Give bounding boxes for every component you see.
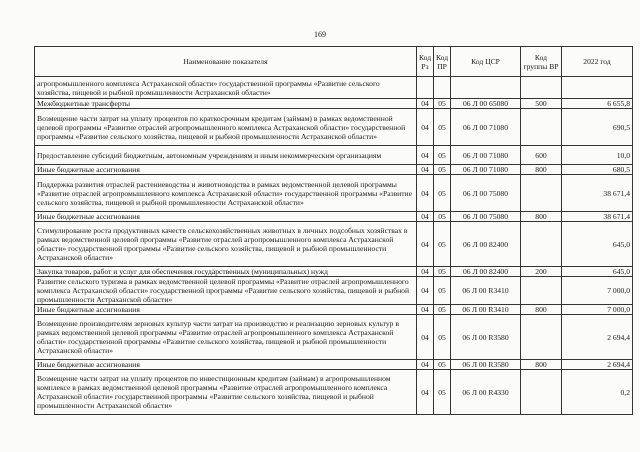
cell-csr: 06 Л 00 82400	[451, 222, 521, 267]
cell-rz: 04	[417, 165, 434, 175]
cell-value: 38 671,4	[562, 212, 633, 222]
cell-value: 2 694,4	[562, 360, 633, 370]
cell-name: Поддержка развития отраслей растениеводства и животноводства в рамках ведомственной целевой программы «Развитие отраслей агропромышленного комплекса Астраханской области» государственной программы «Развитие сельского хозяйства, пищевой и рыбной промышленности Астраханской области»	[35, 175, 417, 212]
cell-rz: 04	[417, 146, 434, 165]
table-row	[35, 77, 633, 99]
cell-rz: 04	[417, 99, 434, 109]
cell-pr: 05	[434, 146, 451, 165]
cell-rz: 04	[417, 370, 434, 415]
cell-name: Возмещение производителям зерновых культур части затрат на производство и реализацию зерновых культур в рамках ведомственной целевой программы «Развитие отраслей агропромышленного комплекса Астраханской области» государственной программы «Развитие сельского хозяйства, пищевой и рыбной промышленности Астраханской области»	[35, 315, 417, 360]
table-body	[35, 77, 633, 415]
cell-name: Закупка товаров, работ и услуг для обеспечения государственных (муниципальных) нужд	[35, 267, 417, 277]
cell-csr: 06 Л 00 71080	[451, 165, 521, 175]
cell-value: 38 671,4	[562, 175, 633, 212]
table-row	[35, 222, 633, 267]
cell-csr: 06 Л 00 75080	[451, 212, 521, 222]
cell-value: 10,0	[562, 146, 633, 165]
header-rz: Код Рз	[417, 47, 434, 77]
cell-csr: 06 Л 00 R3580	[451, 360, 521, 370]
cell-pr: 05	[434, 165, 451, 175]
cell-name: Возмещение части затрат на уплату процентов по краткосрочным кредитам (займам) в рамках ведомственной целевой программы «Развитие отраслей агропромышленного комплекса Астраханской области» государственной программы «Развитие сельского хозяйства, пищевой и рыбной промышленности Астраханской области»	[35, 109, 417, 146]
cell-rz: 04	[417, 277, 434, 305]
cell-csr: 06 Л 00 R3410	[451, 305, 521, 315]
header-pr: Код ПР	[434, 47, 451, 77]
table-row	[35, 146, 633, 165]
cell-rz: 04	[417, 109, 434, 146]
cell-vr: 800	[521, 212, 562, 222]
cell-value: 7 000,0	[562, 277, 633, 305]
cell-name: агропромышленного комплекса Астраханской области» государственной программы «Развитие сельского хозяйства, пищевой и рыбной промышленности Астраханской области»	[35, 77, 417, 99]
table-row	[35, 212, 633, 222]
cell-vr: 800	[521, 165, 562, 175]
cell-vr	[521, 315, 562, 360]
cell-csr: 06 Л 00 R4330	[451, 370, 521, 415]
cell-csr: 06 Л 00 65080	[451, 99, 521, 109]
header-name: Наименование показателя	[35, 47, 417, 77]
cell-value: 645,0	[562, 222, 633, 267]
table-row	[35, 109, 633, 146]
table-row	[35, 305, 633, 315]
cell-vr: 800	[521, 305, 562, 315]
page-number: 169	[314, 30, 326, 39]
cell-pr: 05	[434, 99, 451, 109]
cell-rz: 04	[417, 222, 434, 267]
cell-name: Межбюджетные трансферты	[35, 99, 417, 109]
cell-pr: 05	[434, 277, 451, 305]
table-row	[35, 360, 633, 370]
cell-pr: 05	[434, 175, 451, 212]
cell-pr: 05	[434, 267, 451, 277]
cell-value: 2 694,4	[562, 315, 633, 360]
cell-vr	[521, 277, 562, 305]
header-vr: Код группы ВР	[521, 47, 562, 77]
cell-rz	[417, 77, 434, 99]
table-row	[35, 267, 633, 277]
cell-name: Иные бюджетные ассигнования	[35, 360, 417, 370]
cell-name: Иные бюджетные ассигнования	[35, 212, 417, 222]
cell-vr: 600	[521, 146, 562, 165]
cell-value: 7 000,0	[562, 305, 633, 315]
cell-csr: 06 Л 00 R3580	[451, 315, 521, 360]
header-csr: Код ЦСР	[451, 47, 521, 77]
cell-vr: 200	[521, 267, 562, 277]
cell-rz: 04	[417, 315, 434, 360]
header-year: 2022 год	[562, 47, 633, 77]
cell-pr: 05	[434, 212, 451, 222]
cell-csr: 06 Л 00 71080	[451, 146, 521, 165]
cell-name: Предоставление субсидий бюджетным, автономным учреждениям и иным некоммерческим организациям	[35, 146, 417, 165]
cell-vr	[521, 222, 562, 267]
cell-pr: 05	[434, 360, 451, 370]
cell-csr: 06 Л 00 R3410	[451, 277, 521, 305]
cell-pr: 05	[434, 222, 451, 267]
cell-vr	[521, 175, 562, 212]
cell-value: 680,5	[562, 165, 633, 175]
cell-rz: 04	[417, 212, 434, 222]
cell-csr: 06 Л 00 82400	[451, 267, 521, 277]
table-row	[35, 277, 633, 305]
table-header-row	[35, 47, 633, 77]
cell-name: Возмещение части затрат на уплату процентов по инвестиционным кредитам (займам) в агропромышленном комплексе в рамках ведомственной целевой программы «Развитие отраслей агропромышленного комплекса Астраханской области» государственной программы «Развитие сельского хозяйства, пищевой и рыбной промышленности Астраханской области»	[35, 370, 417, 415]
cell-rz: 04	[417, 360, 434, 370]
cell-pr: 05	[434, 305, 451, 315]
table-row	[35, 175, 633, 212]
cell-csr: 06 Л 00 75080	[451, 175, 521, 212]
cell-vr	[521, 77, 562, 99]
cell-value: 6 655,8	[562, 99, 633, 109]
cell-pr: 05	[434, 370, 451, 415]
cell-name: Иные бюджетные ассигнования	[35, 165, 417, 175]
cell-vr: 800	[521, 360, 562, 370]
table-row	[35, 370, 633, 415]
cell-pr: 05	[434, 315, 451, 360]
cell-value	[562, 77, 633, 99]
cell-rz: 04	[417, 305, 434, 315]
table-row	[35, 99, 633, 109]
cell-vr	[521, 370, 562, 415]
budget-table	[34, 46, 633, 415]
cell-vr: 500	[521, 99, 562, 109]
cell-name: Стимулирование роста продуктивных качеств сельскохозяйственных животных в личных подсобных хозяйствах в рамках ведомственной целевой программы «Развитие отраслей агропромышленного комплекса Астраханской области» государственной программы «Развитие сельского хозяйства, пищевой и рыбной промышленности Астраханской области»	[35, 222, 417, 267]
cell-rz: 04	[417, 175, 434, 212]
cell-csr	[451, 77, 521, 99]
cell-pr: 05	[434, 109, 451, 146]
cell-value: 0,2	[562, 370, 633, 415]
cell-vr	[521, 109, 562, 146]
cell-value: 690,5	[562, 109, 633, 146]
table-row	[35, 315, 633, 360]
cell-value: 645,0	[562, 267, 633, 277]
cell-csr: 06 Л 00 71080	[451, 109, 521, 146]
cell-name: Иные бюджетные ассигнования	[35, 305, 417, 315]
cell-pr	[434, 77, 451, 99]
table-row	[35, 165, 633, 175]
cell-name: Развитие сельского туризма в рамках ведомственной целевой программы «Развитие отраслей агропромышленного комплекса Астраханской области» государственной программы «Развитие сельского хозяйства, пищевой и рыбной промышленности Астраханской области»	[35, 277, 417, 305]
cell-rz: 04	[417, 267, 434, 277]
